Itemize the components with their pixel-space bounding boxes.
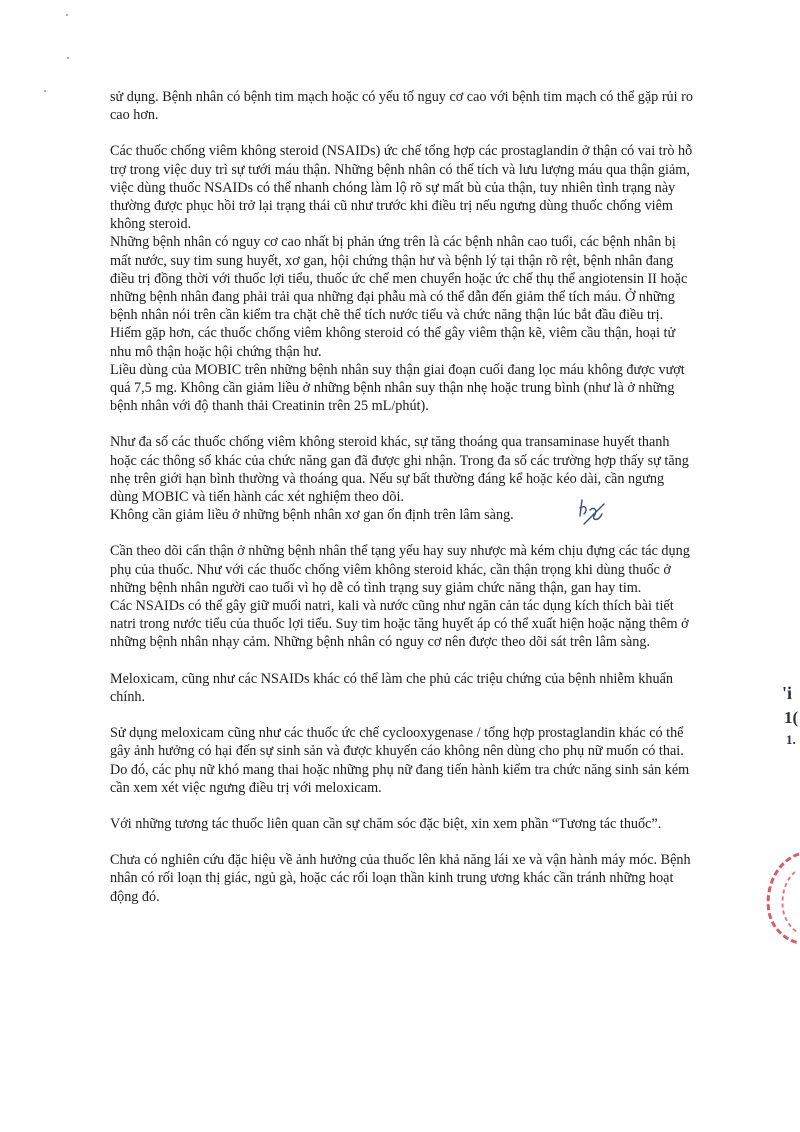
edge-mark: 'i <box>782 683 793 703</box>
edge-mark: 1. <box>786 732 796 747</box>
scan-speck <box>67 57 69 59</box>
paragraph: Các NSAIDs có thể gây giữ muối natri, kali và nước cũng như ngăn cản tác dụng kích thích bài tiết natri trong nước tiểu của thuốc lợi tiểu. Suy tim hoặc tăng huyết áp có thể xuất hiện hoặc nặng thêm ở những bệnh nhân nhạy cảm. Những bệnh nhân có nguy cơ nên được theo dõi sát trên lâm sàng. <box>110 598 689 651</box>
paragraph: Những bệnh nhân có nguy cơ cao nhất bị phản ứng trên là các bệnh nhân cao tuổi, các bệnh nhân bị mất nước, suy tim sung huyết, xơ gan, hội chứng thận hư và bệnh lý tại thận rõ rệt, bệnh nhân đang điều trị đồng thời với thuốc lợi tiểu, thuốc ức chế men chuyển hoặc ức chế thụ thể angiotensin II hoặc những bệnh nhân đang phải trải qua những đại phẫu mà có thể dẫn đến giảm thể tích máu. Ở những bệnh nhân nói trên cần kiểm tra chặt chẽ thể tích nước tiểu và chức năng thận lúc bắt đầu điều trị. <box>110 234 688 324</box>
handwritten-initials-signature <box>572 496 612 530</box>
paragraph: Các thuốc chống viêm không steroid (NSAIDs) ức chế tổng hợp các prostaglandin ở thận có vai trò hỗ trợ trong việc duy trì sự tưới máu thận. Những bệnh nhân có thể tích và lưu lượng máu qua thận giảm, việc dùng thuốc NSAIDs có thể nhanh chóng làm lộ rõ sự mất bù của thận, tuy nhiên tình trạng này thường được phục hồi trở lại trạng thái cũ như trước khi điều trị nếu ngưng dùng thuốc chống viêm không steroid. <box>110 143 693 233</box>
paragraph: Cần theo dõi cẩn thận ở những bệnh nhân thể tạng yếu hay suy nhược mà kém chịu đựng các tác dụng phụ của thuốc. Như với các thuốc chống viêm không steroid khác, cần thận trọng khi dùng thuốc ở những bệnh nhân người cao tuổi vì họ dễ có tình trạng suy giảm chức năng thận, gan hay tim. <box>110 543 690 596</box>
paragraph: Meloxicam, cũng như các NSAIDs khác có thể làm che phủ các triệu chứng của bệnh nhiễm khuẩn chính. <box>110 670 673 705</box>
paragraph: Với những tương tác thuốc liên quan cần sự chăm sóc đặc biệt, xin xem phần “Tương tác thuốc”. <box>110 815 662 832</box>
paragraph: Hiếm gặp hơn, các thuốc chống viêm không steroid có thể gây viêm thận kẽ, viêm cầu thận, hoại tử nhu mô thận hoặc hội chứng thận hư. <box>110 325 676 360</box>
paragraph: Liều dùng của MOBIC trên những bệnh nhân suy thận giai đoạn cuối đang lọc máu không được vượt quá 7,5 mg. Không cần giảm liều ở những bệnh nhân suy thận nhẹ hoặc trung bình (như là ở những bệnh nhân với độ thanh thải Creatinin trên 25 mL/phút). <box>110 361 685 415</box>
paragraph: Sử dụng meloxicam cũng như các thuốc ức chế cyclooxygenase / tổng hợp prostaglandin khác có thể gây ảnh hưởng có hại đến sự sinh sản và được khuyến cáo không nên dùng cho phụ nữ muốn có thai. <box>110 725 684 760</box>
red-stamp-fragment <box>735 850 800 945</box>
edge-mark: 1( <box>784 708 799 727</box>
paragraph: sử dụng. Bệnh nhân có bệnh tim mạch hoặc có yếu tố nguy cơ cao với bệnh tim mạch có thể gặp rủi ro cao hơn. <box>110 89 693 124</box>
paragraph: Chưa có nghiên cứu đặc hiệu về ảnh hưởng của thuốc lên khả năng lái xe và vận hành máy móc. Bệnh nhân có rối loạn thị giác, ngủ gà, hoặc các rối loạn thần kinh trung ương khác cần tránh những hoạt động đó. <box>110 852 691 905</box>
scan-speck <box>44 90 46 92</box>
paragraph: Do đó, các phụ nữ khó mang thai hoặc những phụ nữ đang tiến hành kiểm tra chức năng sinh sản kém cần xem xét việc ngưng điều trị với meloxicam. <box>110 761 690 796</box>
paragraph: Không cần giảm liều ở những bệnh nhân xơ gan ổn định trên lâm sàng. <box>110 507 514 524</box>
paragraph: Như đa số các thuốc chống viêm không steroid khác, sự tăng thoáng qua transaminase huyết thanh hoặc các thông số khác của chức năng gan đã được ghi nhận. Trong đa số các trường hợp thấy sự tăng nhẹ trên giới hạn bình thường và thoáng qua. Nếu sự bất thường đáng kể hoặc kéo dài, cần ngưng dùng MOBIC và tiến hành các xét nghiệm theo dõi. <box>110 434 689 506</box>
scan-speck <box>66 14 68 16</box>
